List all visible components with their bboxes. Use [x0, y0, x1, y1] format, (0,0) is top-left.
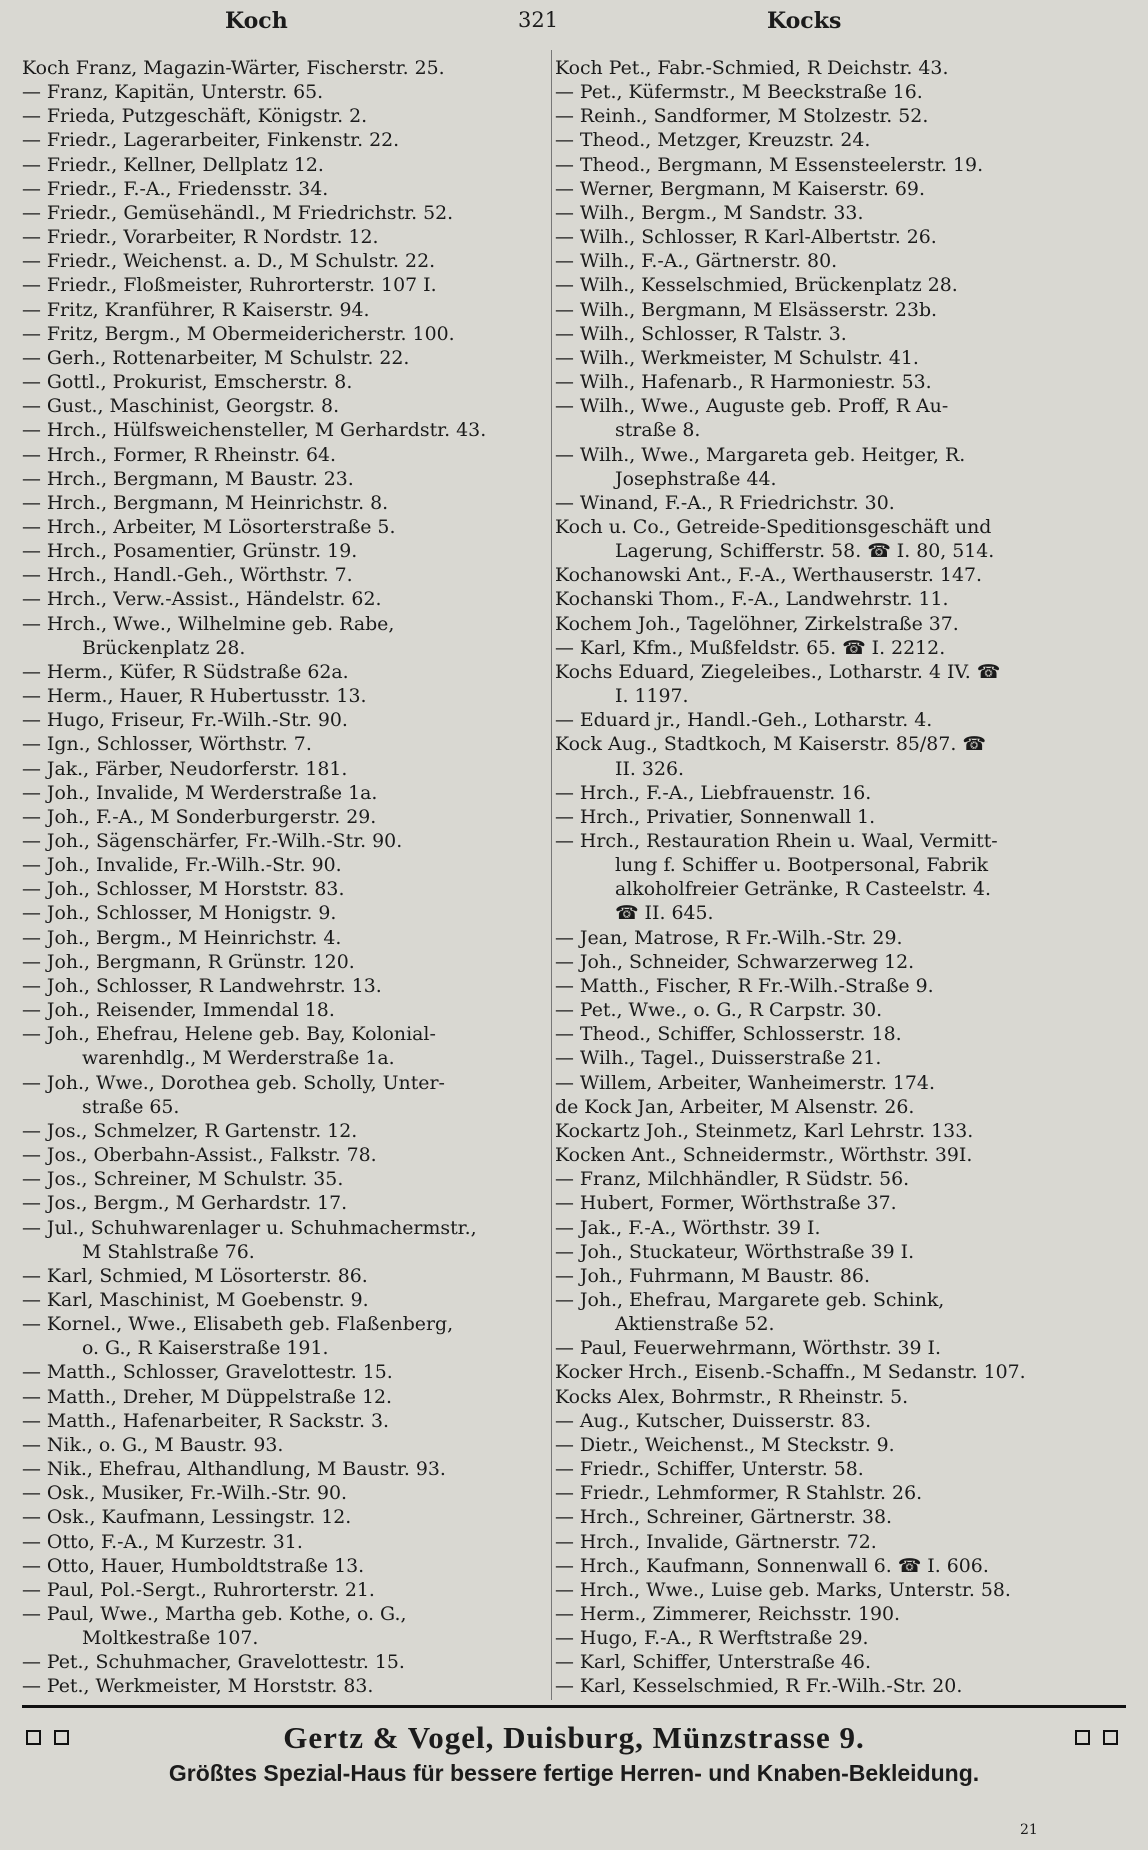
directory-entry: — Wilh., Bergmann, M Elsässerstr. 23b. [555, 298, 938, 321]
directory-entry: — Gerh., Rottenarbeiter, M Schulstr. 22. [22, 346, 410, 369]
directory-entry: — Hrch., Former, R Rheinstr. 64. [22, 443, 336, 466]
directory-entry: — Joh., Fuhrmann, M Baustr. 86. [555, 1264, 870, 1287]
directory-entry: Kochanowski Ant., F.-A., Werthauserstr. 147. [555, 564, 982, 587]
directory-entry: — Hrch., Restauration Rhein u. Waal, Vermitt- [555, 830, 998, 852]
directory-entry: — Joh., Schlosser, M Horststr. 83. [22, 878, 345, 901]
directory-entry: I. 1197. [615, 685, 689, 708]
directory-entry: — Jos., Schmelzer, R Gartenstr. 12. [22, 1119, 358, 1142]
directory-entry: Lagerung, Schifferstr. 58. ☎ I. 80, 514. [615, 540, 995, 563]
directory-entry: — Hrch., Bergmann, M Heinrichstr. 8. [22, 491, 389, 514]
directory-entry: lung f. Schiffer u. Bootpersonal, Fabrik [615, 854, 989, 877]
directory-entry: — Joh., F.-A., M Sonderburgerstr. 29. [22, 805, 377, 828]
directory-entry: — Wilh., Werkmeister, M Schulstr. 41. [555, 346, 919, 369]
directory-entry: — Reinh., Sandformer, M Stolzestr. 52. [555, 105, 929, 128]
directory-entry: — Paul, Pol.-Sergt., Ruhrorterstr. 21. [22, 1578, 375, 1601]
directory-entry: — Joh., Reisender, Immendal 18. [22, 999, 335, 1022]
directory-entry: — Friedr., Lagerarbeiter, Finkenstr. 22. [22, 129, 400, 152]
directory-entry: — Osk., Musiker, Fr.-Wilh.-Str. 90. [22, 1482, 348, 1505]
directory-entry: — Hrch., Invalide, Gärtnerstr. 72. [555, 1530, 877, 1553]
directory-entry: — Osk., Kaufmann, Lessingstr. 12. [22, 1506, 352, 1529]
sheet-signature: 21 [1020, 1822, 1038, 1838]
directory-entry: — Joh., Schlosser, M Honigstr. 9. [22, 902, 337, 925]
directory-entry: Kockartz Joh., Steinmetz, Karl Lehrstr. 133. [555, 1119, 974, 1142]
directory-entry: — Theod., Bergmann, M Essensteelerstr. 19. [555, 153, 984, 176]
directory-entry: — Hrch., Bergmann, M Baustr. 23. [22, 467, 354, 490]
directory-entry: — Hrch., Wwe., Luise geb. Marks, Unterstr. 58. [555, 1578, 1011, 1601]
directory-entry: M Stahlstraße 76. [82, 1240, 255, 1263]
directory-entry: — Friedr., Schiffer, Unterstr. 58. [555, 1458, 864, 1481]
advertisement-slogan: Größtes Spezial-Haus für bessere fertige Herren- und Knaben-Bekleidung. [168, 1760, 980, 1786]
directory-entry: Aktienstraße 52. [615, 1313, 775, 1336]
directory-entry: II. 326. [615, 757, 684, 780]
directory-entry: straße 8. [615, 419, 701, 442]
directory-entry: Brückenplatz 28. [82, 636, 246, 659]
directory-entry: Kocken Ant., Schneidermstr., Wörthstr. 39I. [555, 1144, 973, 1167]
square-ornament-icon [1103, 1730, 1118, 1745]
header-right-keyword: Kocks [767, 8, 842, 34]
directory-entry: — Jean, Matrose, R Fr.-Wilh.-Str. 29. [555, 926, 903, 949]
left-column [22, 56, 547, 1699]
directory-entry: — Hrch., Verw.-Assist., Händelstr. 62. [22, 588, 382, 611]
directory-entry: Koch Franz, Magazin-Wärter, Fischerstr. 25. [22, 57, 445, 79]
directory-entry: — Jos., Bergm., M Gerhardstr. 17. [22, 1192, 348, 1215]
directory-entry: — Friedr., Floßmeister, Ruhrorterstr. 107 I. [22, 274, 437, 297]
directory-entry: alkoholfreier Getränke, R Casteelstr. 4. [615, 878, 992, 901]
directory-entry: — Otto, F.-A., M Kurzestr. 31. [22, 1530, 303, 1553]
directory-entry: Kocker Hrch., Eisenb.-Schaffn., M Sedanstr. 107. [555, 1361, 1026, 1384]
right-column [555, 56, 1125, 1699]
directory-entry: — Frieda, Putzgeschäft, Königstr. 2. [22, 105, 368, 128]
directory-entry: — Pet., Küfermstr., M Beeckstraße 16. [555, 81, 923, 104]
directory-entry: — Karl, Schmied, M Lösorterstr. 86. [22, 1264, 368, 1287]
directory-entry: — Herm., Hauer, R Hubertusstr. 13. [22, 685, 367, 708]
directory-entry: — Hrch., Schreiner, Gärtnerstr. 38. [555, 1506, 893, 1529]
header-left-keyword: Koch [225, 8, 288, 34]
directory-entry: — Wilh., Bergm., M Sandstr. 33. [555, 201, 864, 224]
directory-entry: Kochanski Thom., F.-A., Landwehrstr. 11. [555, 588, 949, 611]
directory-entry: Kochem Joh., Tagelöhner, Zirkelstraße 37. [555, 612, 959, 635]
directory-entry: — Pet., Wwe., o. G., R Carpstr. 30. [555, 999, 883, 1022]
square-ornament-icon [1075, 1730, 1090, 1745]
directory-entry: — Dietr., Weichenst., M Steckstr. 9. [555, 1433, 895, 1456]
page-number: 321 [518, 8, 559, 32]
directory-entry: — Hrch., Privatier, Sonnenwall 1. [555, 805, 876, 828]
directory-entry: ☎ II. 645. [615, 902, 714, 925]
directory-entry: — Joh., Stuckateur, Wörthstraße 39 I. [555, 1240, 915, 1263]
directory-entry: — Wilh., Kesselschmied, Brückenplatz 28. [555, 274, 958, 297]
directory-entry: — Werner, Bergmann, M Kaiserstr. 69. [555, 177, 925, 200]
directory-entry: — Joh., Bergm., M Heinrichstr. 4. [22, 926, 342, 949]
directory-entry: — Karl, Kesselschmied, R Fr.-Wilh.-Str. 20. [555, 1675, 963, 1698]
directory-entry: — Hugo, F.-A., R Werftstraße 29. [555, 1627, 869, 1650]
directory-entry: — Friedr., Weichenst. a. D., M Schulstr. 22. [22, 250, 436, 273]
directory-entry: — Ign., Schlosser, Wörthstr. 7. [22, 733, 312, 756]
directory-entry: — Joh., Wwe., Dorothea geb. Scholly, Unter- [22, 1071, 445, 1094]
directory-entry: — Wilh., Wwe., Margareta geb. Heitger, R. [555, 443, 966, 466]
directory-entry: — Pet., Schuhmacher, Gravelottestr. 15. [22, 1651, 405, 1674]
directory-entry: — Paul, Feuerwehrmann, Wörthstr. 39 I. [555, 1337, 941, 1360]
directory-entry: — Herm., Zimmerer, Reichsstr. 190. [555, 1603, 901, 1625]
directory-entry: — Matth., Hafenarbeiter, R Sackstr. 3. [22, 1409, 390, 1432]
directory-entry: — Theod., Metzger, Kreuzstr. 24. [555, 129, 871, 152]
directory-entry: — Franz, Kapitän, Unterstr. 65. [22, 81, 324, 104]
directory-entry: — Nik., Ehefrau, Althandlung, M Baustr. 93. [22, 1458, 446, 1481]
directory-entry: — Hrch., Kaufmann, Sonnenwall 6. ☎ I. 606. [555, 1554, 989, 1577]
directory-entry: — Friedr., Vorarbeiter, R Nordstr. 12. [22, 226, 379, 249]
directory-entry: — Jak., F.-A., Wörthstr. 39 I. [555, 1216, 821, 1239]
directory-entry: — Joh., Schlosser, R Landwehrstr. 13. [22, 974, 382, 997]
directory-entry: — Fritz, Kranführer, R Kaiserstr. 94. [22, 298, 370, 321]
directory-entry: — Jul., Schuhwarenlager u. Schuhmachermstr., [22, 1216, 477, 1239]
directory-entry: de Kock Jan, Arbeiter, M Alsenstr. 26. [555, 1095, 915, 1118]
directory-entry: — Matth., Schlosser, Gravelottestr. 15. [22, 1361, 393, 1384]
directory-entry: — Hrch., Posamentier, Grünstr. 19. [22, 540, 358, 563]
directory-entry: — Friedr., Kellner, Dellplatz 12. [22, 153, 324, 176]
running-header [0, 8, 1148, 44]
directory-entry: Kock Aug., Stadtkoch, M Kaiserstr. 85/87. ☎ [555, 733, 986, 756]
column-divider [551, 50, 552, 1700]
directory-entry: Josephstraße 44. [615, 467, 777, 490]
directory-entry: — Hrch., Arbeiter, M Lösorterstraße 5. [22, 515, 396, 538]
advertisement-title: Gertz & Vogel, Duisburg, Münzstrasse 9. [283, 1720, 865, 1755]
directory-entry: — Jak., Färber, Neudorferstr. 181. [22, 757, 348, 780]
directory-entry: — Eduard jr., Handl.-Geh., Lotharstr. 4. [555, 709, 933, 732]
directory-entry: — Paul, Wwe., Martha geb. Kothe, o. G., [22, 1603, 407, 1625]
directory-entry: — Matth., Fischer, R Fr.-Wilh.-Straße 9. [555, 974, 934, 997]
directory-entry: Kochs Eduard, Ziegeleibes., Lotharstr. 4 IV. ☎ [555, 660, 1001, 683]
directory-entry: — Hrch., F.-A., Liebfrauenstr. 16. [555, 781, 872, 804]
directory-entry: — Fritz, Bergm., M Obermeidericherstr. 100. [22, 322, 455, 345]
directory-entry: Kocks Alex, Bohrmstr., R Rheinstr. 5. [555, 1385, 909, 1408]
directory-entry: — Gust., Maschinist, Georgstr. 8. [22, 395, 340, 418]
directory-entry: — Otto, Hauer, Humboldtstraße 13. [22, 1554, 365, 1577]
directory-entry: — Joh., Invalide, M Werderstraße 1a. [22, 781, 378, 804]
directory-entry: — Karl, Maschinist, M Goebenstr. 9. [22, 1288, 369, 1311]
directory-entry: — Pet., Werkmeister, M Horststr. 83. [22, 1675, 374, 1698]
directory-entry: — Karl, Schiffer, Unterstraße 46. [555, 1651, 871, 1674]
directory-entry: — Herm., Küfer, R Südstraße 62a. [22, 660, 349, 683]
directory-entry: — Friedr., Lehmformer, R Stahlstr. 26. [555, 1482, 923, 1505]
directory-entry: — Friedr., F.-A., Friedensstr. 34. [22, 177, 329, 200]
advertisement-banner [0, 1720, 1148, 1760]
directory-entry: — Winand, F.-A., R Friedrichstr. 30. [555, 491, 895, 514]
directory-entry: — Jos., Oberbahn-Assist., Falkstr. 78. [22, 1144, 377, 1167]
directory-entry: — Hubert, Former, Wörthstraße 37. [555, 1192, 897, 1215]
directory-entry: Koch u. Co., Getreide-Speditionsgeschäft und [555, 515, 992, 538]
directory-entry: — Wilh., Wwe., Auguste geb. Proff, R Au- [555, 395, 949, 418]
directory-entry: — Wilh., Hafenarb., R Harmoniestr. 53. [555, 371, 932, 394]
directory-entry: — Wilh., Schlosser, R Karl-Albertstr. 26. [555, 226, 937, 249]
directory-entry: — Franz, Milchhändler, R Südstr. 56. [555, 1168, 910, 1191]
directory-entry: — Wilh., Tagel., Duisserstraße 21. [555, 1047, 882, 1070]
directory-entry: Koch Pet., Fabr.-Schmied, R Deichstr. 43. [555, 57, 949, 79]
directory-entry: — Aug., Kutscher, Duisserstr. 83. [555, 1409, 872, 1432]
directory-entry: — Joh., Schneider, Schwarzerweg 12. [555, 950, 915, 973]
directory-entry: — Wilh., F.-A., Gärtnerstr. 80. [555, 250, 838, 273]
directory-entry: — Joh., Ehefrau, Margarete geb. Schink, [555, 1288, 945, 1311]
directory-entry: — Hugo, Friseur, Fr.-Wilh.-Str. 90. [22, 709, 348, 732]
directory-entry: — Wilh., Schlosser, R Talstr. 3. [555, 322, 847, 345]
directory-entry: — Joh., Ehefrau, Helene geb. Bay, Kolonial- [22, 1023, 436, 1046]
directory-entry: — Nik., o. G., M Baustr. 93. [22, 1433, 284, 1456]
directory-entry: Moltkestraße 107. [82, 1627, 259, 1650]
advertisement-rule [22, 1705, 1126, 1708]
directory-entry: straße 65. [82, 1095, 180, 1118]
directory-entry: — Theod., Schiffer, Schlosserstr. 18. [555, 1023, 902, 1046]
directory-entry: warenhdlg., M Werderstraße 1a. [82, 1047, 395, 1070]
directory-entry: — Joh., Invalide, Fr.-Wilh.-Str. 90. [22, 854, 342, 877]
directory-entry: o. G., R Kaiserstraße 191. [82, 1337, 329, 1360]
directory-entry: — Jos., Schreiner, M Schulstr. 35. [22, 1168, 344, 1191]
directory-entry: — Friedr., Gemüsehändl., M Friedrichstr. 52. [22, 201, 454, 224]
directory-entry: — Karl, Kfm., Mußfeldstr. 65. ☎ I. 2212. [555, 636, 946, 659]
directory-entry: — Joh., Bergmann, R Grünstr. 120. [22, 950, 355, 973]
directory-entry: — Kornel., Wwe., Elisabeth geb. Flaßenberg, [22, 1313, 454, 1336]
directory-entry: — Hrch., Handl.-Geh., Wörthstr. 7. [22, 564, 353, 587]
directory-entry: — Gottl., Prokurist, Emscherstr. 8. [22, 371, 353, 394]
directory-entry: — Willem, Arbeiter, Wanheimerstr. 174. [555, 1071, 935, 1094]
directory-entry: — Matth., Dreher, M Düppelstraße 12. [22, 1385, 393, 1408]
directory-entry: — Hrch., Hülfsweichensteller, M Gerhardstr. 43. [22, 419, 487, 442]
directory-entry: — Hrch., Wwe., Wilhelmine geb. Rabe, [22, 612, 395, 635]
directory-entry: — Joh., Sägenschärfer, Fr.-Wilh.-Str. 90. [22, 830, 403, 852]
